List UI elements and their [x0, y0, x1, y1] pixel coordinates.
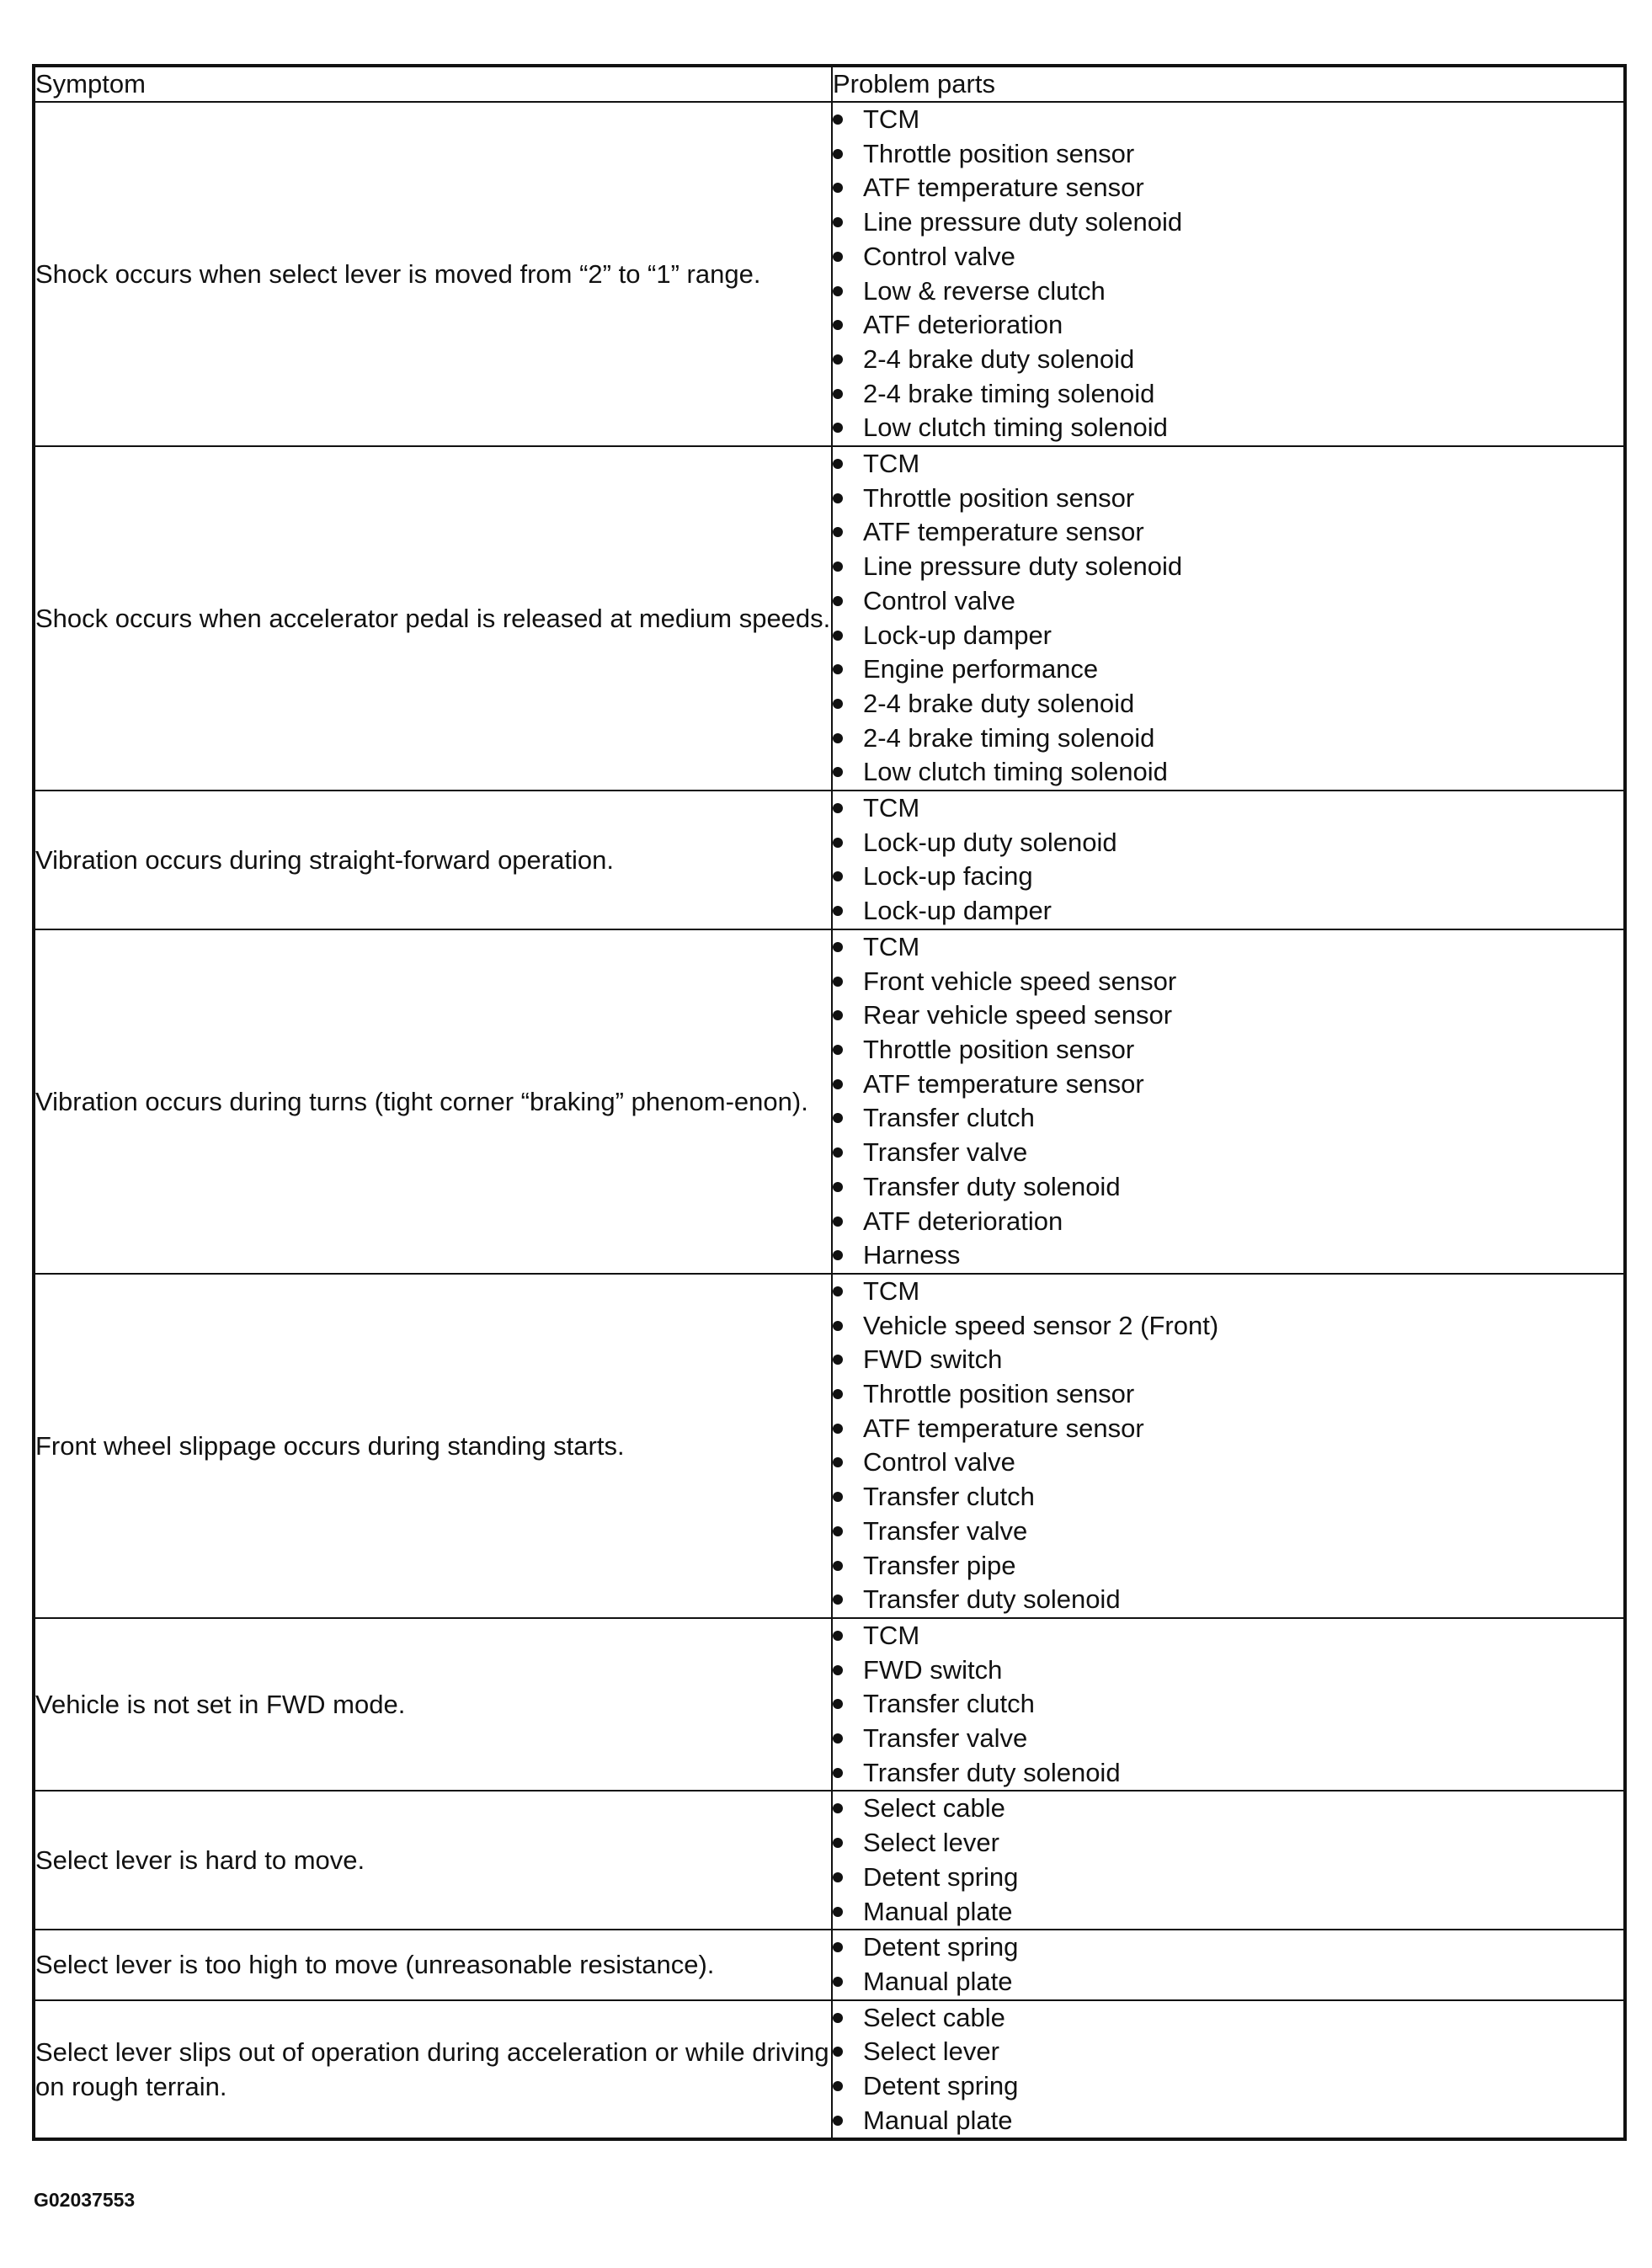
problem-parts-list	[833, 1792, 1623, 1929]
symptom-cell: Vibration occurs during turns (tight corner “braking” phenom-enon).	[34, 929, 832, 1274]
list-item	[833, 1549, 1623, 1584]
bullet-icon	[833, 459, 843, 469]
list-item	[833, 1619, 1623, 1653]
list-item	[833, 2035, 1623, 2069]
part-label: Engine performance	[863, 654, 1099, 684]
part-label: Transfer clutch	[863, 1103, 1035, 1133]
symptom-parts-table	[32, 64, 1627, 2141]
part-label: Lock-up facing	[863, 861, 1033, 892]
bullet-icon	[833, 631, 843, 641]
bullet-icon	[833, 1803, 843, 1813]
part-label: 2-4 brake duty solenoid	[863, 343, 1135, 374]
list-item	[833, 894, 1623, 929]
list-item	[833, 791, 1623, 826]
table-row	[34, 102, 1625, 446]
part-label: Vehicle speed sensor 2 (Front)	[863, 1310, 1219, 1340]
part-label: Detent spring	[863, 2071, 1019, 2101]
bullet-icon	[833, 1457, 843, 1467]
part-label: Transfer pipe	[863, 1550, 1016, 1580]
list-item	[833, 240, 1623, 274]
bullet-icon	[833, 183, 843, 193]
bullet-icon	[833, 1561, 843, 1571]
part-label: Transfer duty solenoid	[863, 1584, 1121, 1615]
bullet-icon	[833, 1010, 843, 1020]
list-item	[833, 1930, 1623, 1965]
list-item	[833, 1343, 1623, 1377]
bullet-icon	[833, 1147, 843, 1158]
problem-parts-cell	[832, 1274, 1625, 1618]
list-item	[833, 1170, 1623, 1205]
bullet-icon	[833, 1942, 843, 1952]
bullet-icon	[833, 1665, 843, 1675]
list-item	[833, 377, 1623, 412]
problem-parts-list	[833, 2001, 1623, 2138]
part-label: Line pressure duty solenoid	[863, 207, 1183, 237]
table-row	[34, 929, 1625, 1274]
bullet-icon	[833, 1217, 843, 1227]
list-item	[833, 1309, 1623, 1344]
symptom-cell: Vibration occurs during straight-forward operation.	[34, 791, 832, 929]
part-label: Line pressure duty solenoid	[863, 551, 1183, 582]
bullet-icon	[833, 2116, 843, 2126]
problem-parts-column-header: Problem parts	[832, 66, 1625, 102]
symptom-cell: Select lever is too high to move (unreasonable resistance).	[34, 1930, 832, 1999]
bullet-icon	[833, 1907, 843, 1917]
list-item	[833, 515, 1623, 550]
list-item	[833, 1895, 1623, 1930]
list-item	[833, 998, 1623, 1033]
part-label: Lock-up damper	[863, 896, 1052, 926]
table-row	[34, 2000, 1625, 2140]
part-label: Manual plate	[863, 1896, 1013, 1926]
bullet-icon	[833, 217, 843, 227]
list-item	[833, 1826, 1623, 1861]
list-item	[833, 1756, 1623, 1791]
symptom-cell: Shock occurs when accelerator pedal is released at medium speeds.	[34, 446, 832, 791]
part-label: Lock-up damper	[863, 620, 1052, 650]
bullet-icon	[833, 114, 843, 125]
bullet-icon	[833, 1733, 843, 1744]
part-label: Transfer valve	[863, 1723, 1028, 1754]
list-item	[833, 171, 1623, 205]
problem-parts-cell	[832, 929, 1625, 1274]
bullet-icon	[833, 1768, 843, 1778]
list-item	[833, 2001, 1623, 2036]
bullet-icon	[833, 149, 843, 159]
part-label: FWD switch	[863, 1344, 1003, 1375]
problem-parts-list	[833, 103, 1623, 445]
bullet-icon	[833, 1872, 843, 1882]
list-item	[833, 137, 1623, 172]
symptom-cell: Front wheel slippage occurs during standing starts.	[34, 1274, 832, 1618]
bullet-icon	[833, 2081, 843, 2091]
table-body	[34, 102, 1625, 2139]
list-item	[833, 1136, 1623, 1170]
list-item	[833, 1515, 1623, 1549]
list-item	[833, 584, 1623, 619]
list-item	[833, 1067, 1623, 1102]
bullet-icon	[833, 320, 843, 330]
list-item	[833, 550, 1623, 584]
table-row	[34, 1274, 1625, 1618]
bullet-icon	[833, 1355, 843, 1365]
list-item	[833, 930, 1623, 965]
bullet-icon	[833, 942, 843, 952]
part-label: Control valve	[863, 241, 1015, 271]
list-item	[833, 965, 1623, 999]
problem-parts-cell	[832, 1930, 1625, 1999]
bullet-icon	[833, 2047, 843, 2057]
part-label: ATF temperature sensor	[863, 517, 1144, 547]
list-item	[833, 2069, 1623, 2104]
part-label: Throttle position sensor	[863, 1034, 1135, 1064]
part-label: ATF temperature sensor	[863, 173, 1144, 203]
bullet-icon	[833, 252, 843, 262]
list-item	[833, 411, 1623, 445]
list-item	[833, 1101, 1623, 1136]
list-item	[833, 1965, 1623, 1999]
part-label: TCM	[863, 931, 920, 961]
list-item	[833, 1861, 1623, 1895]
bullet-icon	[833, 803, 843, 813]
bullet-icon	[833, 838, 843, 848]
list-item	[833, 447, 1623, 482]
bullet-icon	[833, 1182, 843, 1192]
diagnosis-sheet	[32, 64, 1623, 2141]
problem-parts-cell	[832, 2000, 1625, 2140]
bullet-icon	[833, 389, 843, 399]
list-item	[833, 860, 1623, 894]
bullet-icon	[833, 1424, 843, 1434]
bullet-icon	[833, 664, 843, 674]
list-item	[833, 308, 1623, 343]
bullet-icon	[833, 423, 843, 433]
bullet-icon	[833, 354, 843, 365]
part-label: Throttle position sensor	[863, 1379, 1135, 1409]
part-label: TCM	[863, 104, 920, 134]
part-label: Lock-up duty solenoid	[863, 827, 1117, 857]
bullet-icon	[833, 1595, 843, 1605]
bullet-icon	[833, 1631, 843, 1641]
part-label: Throttle position sensor	[863, 138, 1135, 168]
part-label: Detent spring	[863, 1932, 1019, 1962]
part-label: Low & reverse clutch	[863, 275, 1106, 306]
part-label: 2-4 brake duty solenoid	[863, 688, 1135, 718]
list-item	[833, 1033, 1623, 1067]
symptom-cell: Vehicle is not set in FWD mode.	[34, 1618, 832, 1792]
bullet-icon	[833, 1321, 843, 1331]
part-label: TCM	[863, 449, 920, 479]
part-label: Low clutch timing solenoid	[863, 413, 1168, 443]
part-label: ATF temperature sensor	[863, 1068, 1144, 1099]
part-label: Low clutch timing solenoid	[863, 757, 1168, 787]
table-row	[34, 791, 1625, 929]
list-item	[833, 482, 1623, 516]
bullet-icon	[833, 1838, 843, 1848]
problem-parts-list	[833, 1619, 1623, 1791]
bullet-icon	[833, 1526, 843, 1536]
table-row	[34, 1930, 1625, 1999]
part-label: Control valve	[863, 1447, 1015, 1477]
list-item	[833, 1687, 1623, 1722]
part-label: Manual plate	[863, 1966, 1013, 1996]
bullet-icon	[833, 1250, 843, 1260]
part-label: Transfer duty solenoid	[863, 1757, 1121, 1787]
part-label: Transfer clutch	[863, 1689, 1035, 1719]
problem-parts-list	[833, 447, 1623, 790]
bullet-icon	[833, 493, 843, 503]
list-item	[833, 755, 1623, 790]
problem-parts-cell	[832, 102, 1625, 446]
bullet-icon	[833, 1286, 843, 1296]
problem-parts-list	[833, 1930, 1623, 1999]
part-label: TCM	[863, 793, 920, 823]
symptom-column-header: Symptom	[34, 66, 832, 102]
list-item	[833, 1722, 1623, 1756]
part-label: TCM	[863, 1620, 920, 1650]
list-item	[833, 1275, 1623, 1309]
part-label: Select cable	[863, 1793, 1005, 1823]
problem-parts-cell	[832, 791, 1625, 929]
list-item	[833, 1205, 1623, 1239]
table-header-row	[34, 66, 1625, 102]
list-item	[833, 1445, 1623, 1480]
bullet-icon	[833, 562, 843, 572]
part-label: Detent spring	[863, 1861, 1019, 1892]
problem-parts-cell	[832, 1791, 1625, 1930]
bullet-icon	[833, 596, 843, 606]
part-label: Transfer duty solenoid	[863, 1171, 1121, 1201]
list-item	[833, 687, 1623, 721]
part-label: 2-4 brake timing solenoid	[863, 722, 1155, 753]
list-item	[833, 1377, 1623, 1412]
bullet-icon	[833, 2013, 843, 2023]
problem-parts-list	[833, 1275, 1623, 1617]
part-label: Select lever	[863, 1828, 999, 1858]
part-label: Control valve	[863, 585, 1015, 615]
part-label: Front vehicle speed sensor	[863, 966, 1177, 996]
problem-parts-cell	[832, 446, 1625, 791]
list-item	[833, 1238, 1623, 1273]
part-label: Manual plate	[863, 2105, 1013, 2135]
list-item	[833, 652, 1623, 687]
part-label: 2-4 brake timing solenoid	[863, 378, 1155, 408]
list-item	[833, 721, 1623, 756]
part-label: Transfer valve	[863, 1515, 1028, 1546]
part-label: Transfer valve	[863, 1137, 1028, 1168]
symptom-cell: Shock occurs when select lever is moved from “2” to “1” range.	[34, 102, 832, 446]
figure-code: G02037553	[34, 2189, 136, 2211]
part-label: ATF temperature sensor	[863, 1413, 1144, 1443]
list-item	[833, 103, 1623, 137]
list-item	[833, 343, 1623, 377]
bullet-icon	[833, 767, 843, 777]
list-item	[833, 619, 1623, 653]
part-label: FWD switch	[863, 1654, 1003, 1685]
bullet-icon	[833, 1113, 843, 1123]
list-item	[833, 1653, 1623, 1688]
part-label: Select lever	[863, 2036, 999, 2067]
bullet-icon	[833, 1045, 843, 1055]
list-item	[833, 1480, 1623, 1515]
list-item	[833, 205, 1623, 240]
list-item	[833, 826, 1623, 860]
list-item	[833, 274, 1623, 309]
part-label: ATF deterioration	[863, 1206, 1063, 1236]
bullet-icon	[833, 1079, 843, 1089]
bullet-icon	[833, 699, 843, 709]
bullet-icon	[833, 1492, 843, 1502]
bullet-icon	[833, 871, 843, 881]
part-label: Rear vehicle speed sensor	[863, 1000, 1173, 1030]
part-label: ATF deterioration	[863, 310, 1063, 340]
list-item	[833, 2104, 1623, 2138]
bullet-icon	[833, 286, 843, 296]
bullet-icon	[833, 906, 843, 916]
table-row	[34, 446, 1625, 791]
part-label: Transfer clutch	[863, 1482, 1035, 1512]
symptom-cell: Select lever is hard to move.	[34, 1791, 832, 1930]
table-row	[34, 1618, 1625, 1792]
bullet-icon	[833, 1977, 843, 1987]
bullet-icon	[833, 527, 843, 537]
list-item	[833, 1583, 1623, 1617]
part-label: Select cable	[863, 2002, 1005, 2032]
list-item	[833, 1412, 1623, 1446]
table-row	[34, 1791, 1625, 1930]
part-label: Throttle position sensor	[863, 482, 1135, 513]
problem-parts-cell	[832, 1618, 1625, 1792]
problem-parts-list	[833, 930, 1623, 1273]
part-label: Harness	[863, 1240, 961, 1270]
symptom-cell: Select lever slips out of operation during acceleration or while driving on rough terrain.	[34, 2000, 832, 2140]
bullet-icon	[833, 1699, 843, 1709]
list-item	[833, 1792, 1623, 1826]
part-label: TCM	[863, 1275, 920, 1306]
problem-parts-list	[833, 791, 1623, 929]
bullet-icon	[833, 977, 843, 987]
bullet-icon	[833, 733, 843, 743]
bullet-icon	[833, 1389, 843, 1399]
